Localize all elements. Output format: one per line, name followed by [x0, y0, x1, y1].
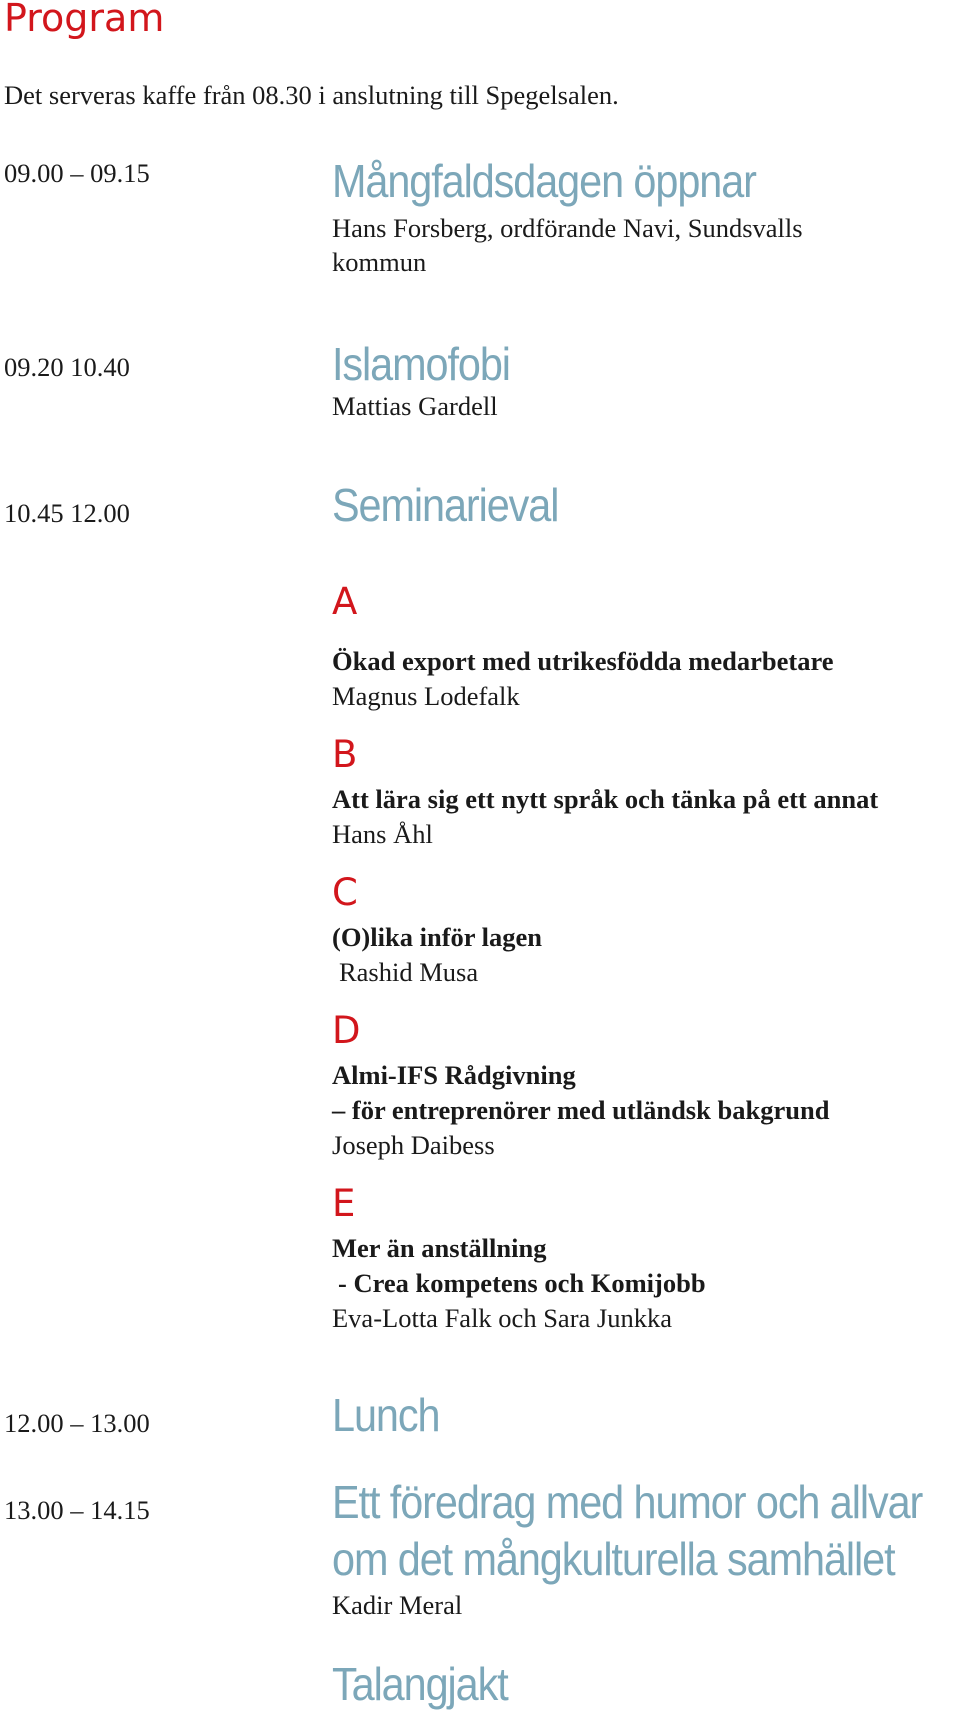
seminar-letter: A	[332, 580, 358, 623]
session-time: 13.00 – 14.15	[4, 1495, 150, 1525]
session-time: 10.45 12.00	[4, 498, 130, 528]
seminar-speaker: Eva-Lotta Falk och Sara Junkka	[332, 1303, 672, 1333]
page-title: Program	[4, 0, 165, 40]
session-title: Seminarieval	[332, 479, 559, 531]
session-time: 12.00 – 13.00	[4, 1408, 150, 1438]
session-time: 09.00 – 09.15	[4, 158, 150, 188]
closing-title: Talangjakt	[332, 1658, 508, 1710]
seminar-speaker: Rashid Musa	[339, 957, 479, 987]
seminar-title: (O)lika inför lagen	[332, 922, 543, 952]
session-speaker-continued: kommun	[332, 247, 427, 277]
seminar-title: Almi-IFS Rådgivning	[332, 1060, 576, 1090]
seminar-letter: D	[332, 1009, 361, 1052]
session-speaker: Mattias Gardell	[332, 391, 498, 421]
seminar-title: Ökad export med utrikesfödda medarbetare	[332, 646, 834, 676]
seminar-letter: E	[332, 1182, 356, 1225]
session-title: Mångfaldsdagen öppnar	[332, 155, 756, 207]
session-speaker: Hans Forsberg, ordförande Navi, Sundsvalls	[332, 213, 803, 243]
seminar-subtitle: – för entreprenörer med utländsk bakgrund	[332, 1095, 830, 1125]
seminar-letter: C	[332, 871, 358, 914]
session-speaker: Kadir Meral	[332, 1590, 463, 1620]
seminar-title: Mer än anställning	[332, 1233, 547, 1263]
session-title-continued: om det mångkulturella samhället	[332, 1533, 895, 1585]
seminar-speaker: Joseph Daibess	[332, 1130, 495, 1160]
intro-text: Det serveras kaffe från 08.30 i anslutning till Spegelsalen.	[4, 80, 619, 110]
seminar-subtitle: - Crea kompetens och Komijobb	[338, 1268, 706, 1298]
seminar-speaker: Hans Åhl	[332, 819, 433, 849]
session-title: Ett föredrag med humor och allvar	[332, 1476, 923, 1528]
seminar-title: Att lära sig ett nytt språk och tänka på ett annat	[332, 784, 879, 814]
seminar-letter: B	[332, 733, 358, 776]
session-time: 09.20 10.40	[4, 352, 130, 382]
session-title: Lunch	[332, 1389, 440, 1441]
session-title: Islamofobi	[332, 338, 510, 390]
seminar-speaker: Magnus Lodefalk	[332, 681, 520, 711]
